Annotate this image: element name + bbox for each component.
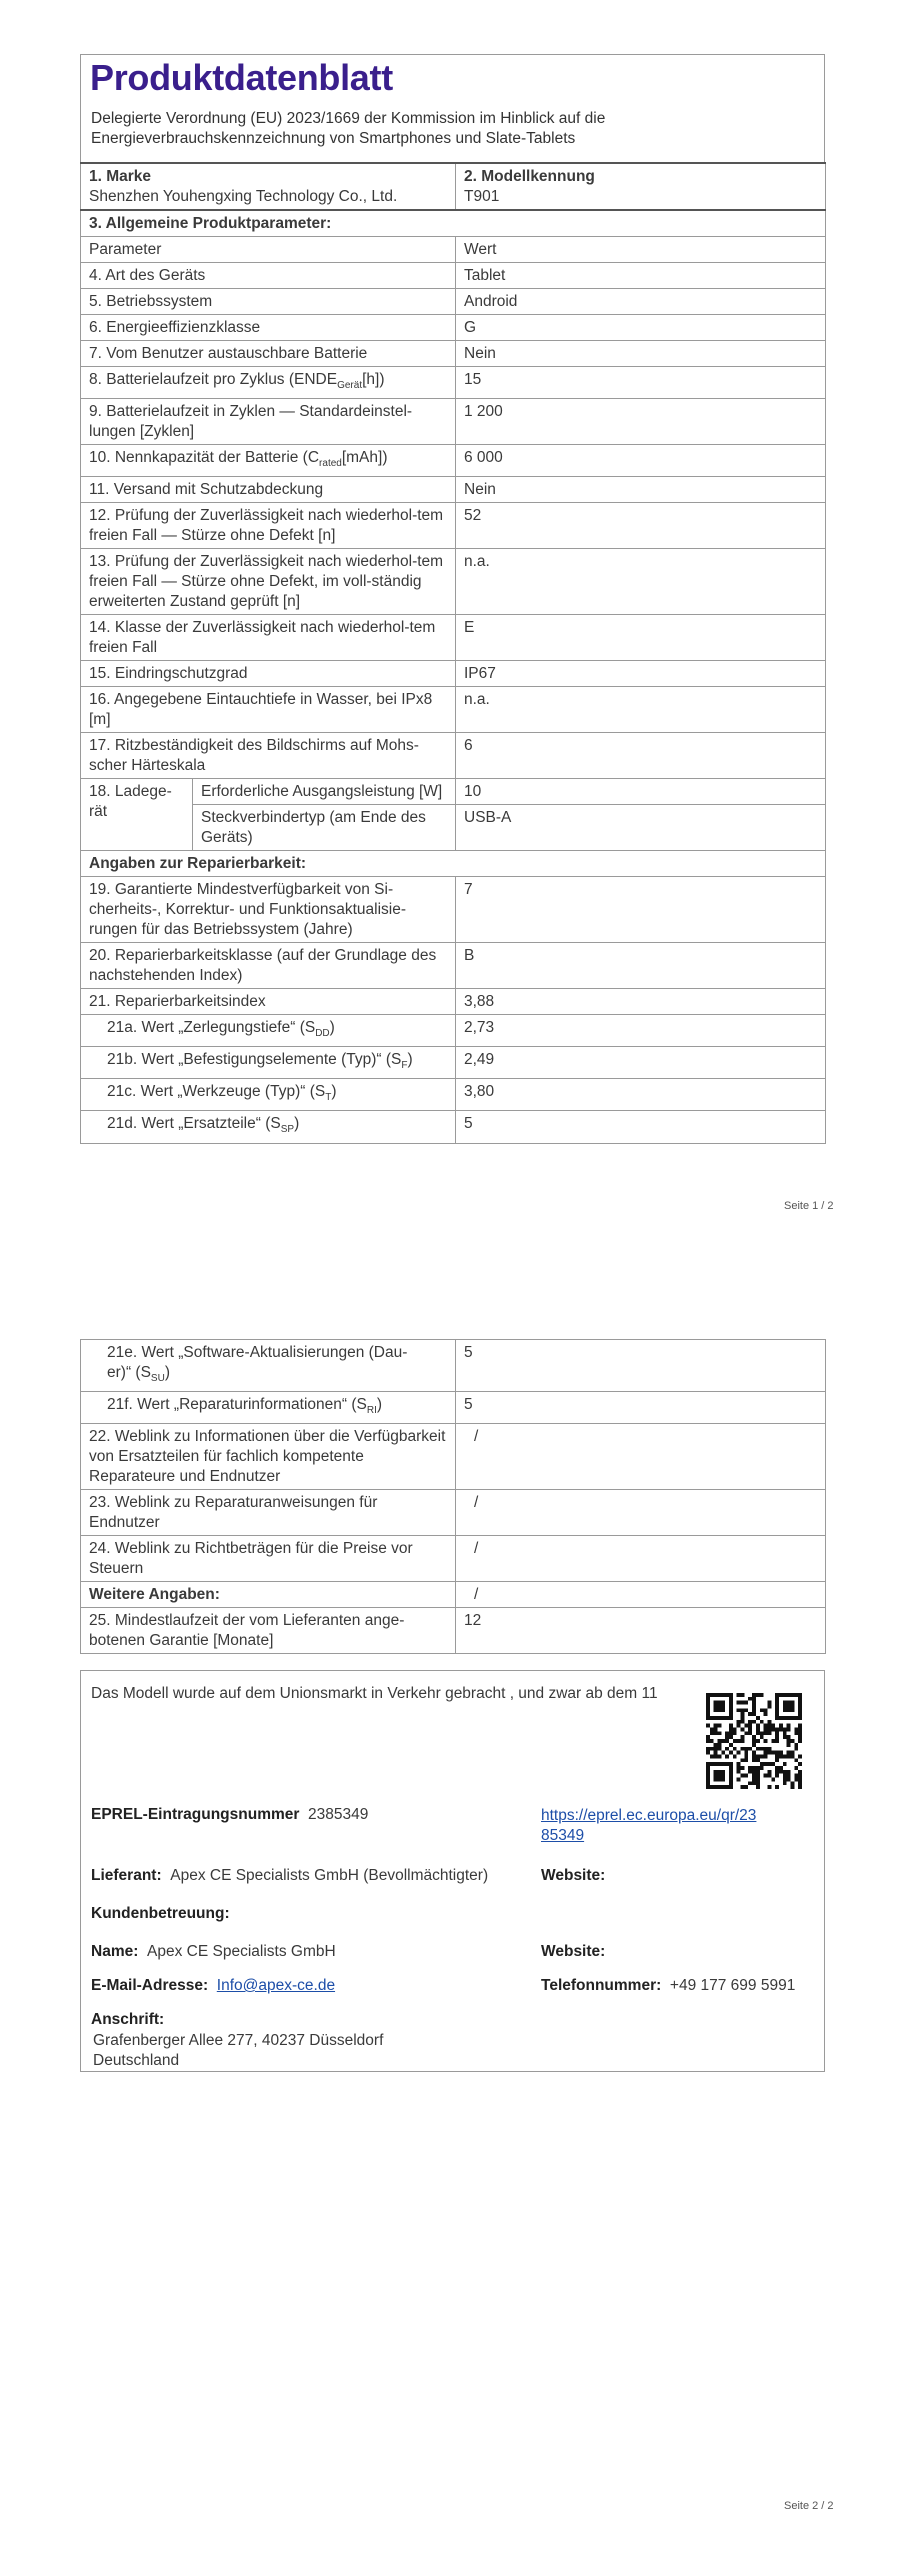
brand-label: 1. Marke (89, 168, 152, 185)
table-row (81, 263, 826, 289)
label-text: 10. Nennkapazität der Batterie (C (89, 449, 320, 467)
row-label: 14. Klasse der Zuverlässigkeit nach wiederhol-tem freien Fall (81, 615, 456, 661)
table-row (81, 477, 826, 503)
row-value: Tablet (456, 263, 826, 289)
row-value: n.a. (456, 549, 826, 615)
row-label: 20. Reparierbarkeitsklasse (auf der Grundlage des nachstehenden Index) (81, 943, 456, 989)
supplier-row (91, 1867, 488, 1885)
product-parameter-table-continued (80, 1339, 826, 1654)
row-label: 6. Energieeffizienzklasse (81, 315, 456, 341)
row-label (81, 1392, 456, 1424)
label-text: 21d. Wert „Ersatzteile“ (S (107, 1115, 281, 1133)
table-row (81, 549, 826, 615)
page-title: Produktdatenblatt (90, 57, 393, 98)
table-row (81, 615, 826, 661)
label-text-end: ) (329, 1019, 335, 1037)
row-label: 19. Garantierte Mindestverfügbarkeit von Si-cherheits-, Korrektur- und Funktionsaktualisie-rungen für das Betriebssystem (Jahre) (81, 877, 456, 943)
repairability-heading: Angaben zur Reparierbarkeit: (81, 851, 826, 877)
eprel-link[interactable] (541, 1806, 756, 1846)
supplier-label: Lieferant: (91, 1867, 162, 1884)
table-row (81, 661, 826, 687)
row-label: 13. Prüfung der Zuverlässigkeit nach wiederhol-tem freien Fall — Stürze ohne Defekt, im voll-ständig erweiterten Zustand geprüft [n] (81, 549, 456, 615)
row-label (81, 445, 456, 477)
customer-support-label: Kundenbetreuung: (91, 1905, 230, 1922)
row-value: IP67 (456, 661, 826, 687)
address-label: Anschrift: (91, 2011, 165, 2028)
email-label: E-Mail-Adresse: (91, 1977, 209, 1994)
name-row (91, 1943, 336, 1961)
eprel-link-line1[interactable]: https://eprel.ec.europa.eu/qr/23 (541, 1807, 757, 1824)
address-block (93, 2031, 383, 2071)
table-row (81, 1015, 826, 1047)
row-label: 5. Betriebssystem (81, 289, 456, 315)
label-text-end: ) (376, 1396, 383, 1414)
label-text-end: ) (331, 1083, 337, 1101)
charger-power-label: Erforderliche Ausgangsleistung [W] (193, 779, 456, 805)
label-text: 8. Batterielaufzeit pro Zyklus (ENDE (89, 371, 338, 388)
eprel-label: EPREL-Eintragungsnummer (91, 1806, 300, 1823)
label-subscript: Gerät (337, 380, 363, 392)
table-row (81, 289, 826, 315)
row-label (81, 1111, 456, 1143)
name-value: Apex CE Specialists GmbH (147, 1943, 336, 1960)
eprel-link-line2[interactable]: 85349 (541, 1827, 585, 1844)
table-row (81, 367, 826, 399)
row-label: 9. Batterielaufzeit in Zyklen — Standardeinstel-lungen [Zyklen] (81, 399, 456, 445)
label-text: 21c. Wert „Werkzeuge (Typ)“ (S (107, 1083, 326, 1101)
address-line: Deutschland (93, 2052, 180, 2069)
table-row (81, 315, 826, 341)
model-label: 2. Modellkennung (464, 168, 595, 185)
row-label: 4. Art des Geräts (81, 263, 456, 289)
brand-value: Shenzhen Youhengxing Technology Co., Ltd. (89, 188, 398, 205)
general-parameters-heading: 3. Allgemeine Produktparameter: (81, 210, 826, 237)
label-text: 21e. Wert „Software-Aktualisierungen (Dau- (107, 1344, 408, 1361)
table-row (81, 1111, 826, 1143)
row-label: 22. Weblink zu Informationen über die Verfügbarkeit von Ersatzteilen für fachlich kompetente Reparateure und Endnutzer (81, 1424, 456, 1490)
label-text: 21b. Wert „Befestigungselemente (Typ)“ (S (107, 1051, 402, 1069)
row-value: 2,49 (456, 1047, 826, 1079)
section-heading-row (81, 851, 826, 877)
row-label: 15. Eindringschutzgrad (81, 661, 456, 687)
column-header-row (81, 237, 826, 263)
row-label: 21. Reparierbarkeitsindex (81, 989, 456, 1015)
row-label: 16. Angegebene Eintauchtiefe in Wasser, bei IPx8 [m] (81, 687, 456, 733)
table-row (81, 341, 826, 367)
table-row (81, 399, 826, 445)
label-text: er)“ (S (107, 1364, 151, 1381)
market-date-text: Das Modell wurde auf dem Unionsmarkt in Verkehr gebracht , und zwar ab dem 11 (91, 1685, 658, 1702)
charger-row (81, 779, 826, 805)
supplier-value: Apex CE Specialists GmbH (Bevollmächtigter) (170, 1867, 489, 1884)
address-line: Grafenberger Allee 277, 40237 Düsseldorf (93, 2032, 384, 2049)
row-value: 6 (456, 733, 826, 779)
row-label: 25. Mindestlaufzeit der vom Lieferanten ange-botenen Garantie [Monate] (81, 1608, 456, 1654)
table-row (81, 1047, 826, 1079)
row-value: Nein (456, 341, 826, 367)
label-subscript: RI (366, 1405, 377, 1417)
website-label: Website: (541, 1867, 606, 1884)
row-value: 3,80 (456, 1079, 826, 1111)
label-text-end: [h]) (362, 371, 385, 388)
regulation-subtitle: Delegierte Verordnung (EU) 2023/1669 der Kommission im Hinblick auf die Energieverbrauchskennzeichnung von Smartphones und Slate-Tablets (91, 110, 606, 147)
row-value: / (456, 1424, 826, 1490)
table-row (81, 733, 826, 779)
label-subscript: T (325, 1092, 332, 1104)
table-row (81, 877, 826, 943)
row-label (81, 367, 456, 399)
row-value: B (456, 943, 826, 989)
row-value: / (456, 1536, 826, 1582)
label-text-end: [mAh]) (341, 449, 388, 467)
row-label: 24. Weblink zu Richtbeträgen für die Preise vor Steuern (81, 1536, 456, 1582)
label-subscript: F (401, 1060, 408, 1072)
table-row (81, 1490, 826, 1536)
row-label: 11. Versand mit Schutzabdeckung (81, 477, 456, 503)
charger-connector-label: Steckverbindertyp (am Ende des Geräts) (193, 805, 456, 851)
row-label: 12. Prüfung der Zuverlässigkeit nach wiederhol-tem freien Fall — Stürze ohne Defekt [n] (81, 503, 456, 549)
brand-row (81, 163, 826, 210)
row-value: 15 (456, 367, 826, 399)
model-value: T901 (464, 188, 500, 205)
column-header-parameter: Parameter (81, 237, 456, 263)
column-header-value: Wert (456, 237, 826, 263)
page-number: Seite 2 / 2 (784, 2500, 834, 2512)
row-value: G (456, 315, 826, 341)
row-value: 12 (456, 1608, 826, 1654)
further-info-heading: Weitere Angaben: (81, 1582, 456, 1608)
row-value: 52 (456, 503, 826, 549)
charger-connector-row (81, 805, 826, 851)
row-value: 5 (456, 1340, 826, 1392)
label-text-end: ) (407, 1051, 413, 1069)
label-text: 21a. Wert „Zerlegungstiefe“ (S (107, 1019, 316, 1037)
row-value: 3,88 (456, 989, 826, 1015)
row-label: 23. Weblink zu Reparaturanweisungen für Endnutzer (81, 1490, 456, 1536)
charger-connector-value: USB-A (456, 805, 826, 851)
charger-power-value: 10 (456, 779, 826, 805)
row-label (81, 1015, 456, 1047)
email-link[interactable]: Info@apex-ce.de (216, 1977, 336, 1994)
row-value: Android (456, 289, 826, 315)
label-subscript: SP (280, 1124, 295, 1136)
table-row (81, 503, 826, 549)
row-label: 7. Vom Benutzer austauschbare Batterie (81, 341, 456, 367)
product-parameter-table (80, 162, 826, 1144)
row-value: 1 200 (456, 399, 826, 445)
row-label (81, 1047, 456, 1079)
row-value: Nein (456, 477, 826, 503)
label-text-end: ) (294, 1115, 300, 1133)
table-row (81, 1079, 826, 1111)
row-value: 7 (456, 877, 826, 943)
table-row (81, 1608, 826, 1654)
qr-code-icon[interactable] (706, 1693, 802, 1789)
table-row (81, 1424, 826, 1490)
table-row (81, 445, 826, 477)
row-value: / (456, 1490, 826, 1536)
row-value: E (456, 615, 826, 661)
name-label: Name: (91, 1943, 139, 1960)
website-label: Website: (541, 1943, 606, 1960)
row-label (81, 1079, 456, 1111)
table-row (81, 1536, 826, 1582)
table-row (81, 1582, 826, 1608)
table-row (81, 1392, 826, 1424)
phone-label: Telefonnummer: (541, 1977, 662, 1994)
label-text: 21f. Wert „Reparaturinformationen“ (S (107, 1396, 367, 1414)
row-value: / (456, 1582, 826, 1608)
eprel-row (91, 1806, 368, 1824)
row-label: 17. Ritzbeständigkeit des Bildschirms auf Mohs-scher Härteskala (81, 733, 456, 779)
page-number: Seite 1 / 2 (784, 1200, 834, 1212)
datasheet-header (80, 54, 825, 164)
eprel-value: 2385349 (308, 1806, 369, 1823)
label-text-end: ) (164, 1364, 170, 1381)
label-subscript: rated (319, 458, 342, 470)
label-subscript: SU (150, 1373, 165, 1385)
label-subscript: DD (315, 1028, 330, 1040)
row-value: 6 000 (456, 445, 826, 477)
email-row (91, 1977, 335, 1995)
row-value: 5 (456, 1111, 826, 1143)
table-row (81, 989, 826, 1015)
table-row (81, 687, 826, 733)
section-heading-row (81, 210, 826, 237)
table-row (81, 943, 826, 989)
supplier-info-box (80, 1670, 825, 2072)
table-row (81, 1340, 826, 1392)
phone-value: +49 177 699 5991 (669, 1977, 796, 1994)
row-label (81, 1340, 456, 1392)
charger-label: 18. Ladege-rät (81, 779, 193, 851)
row-value: 2,73 (456, 1015, 826, 1047)
row-value: 5 (456, 1392, 826, 1424)
row-value: n.a. (456, 687, 826, 733)
phone-row (541, 1977, 795, 1995)
